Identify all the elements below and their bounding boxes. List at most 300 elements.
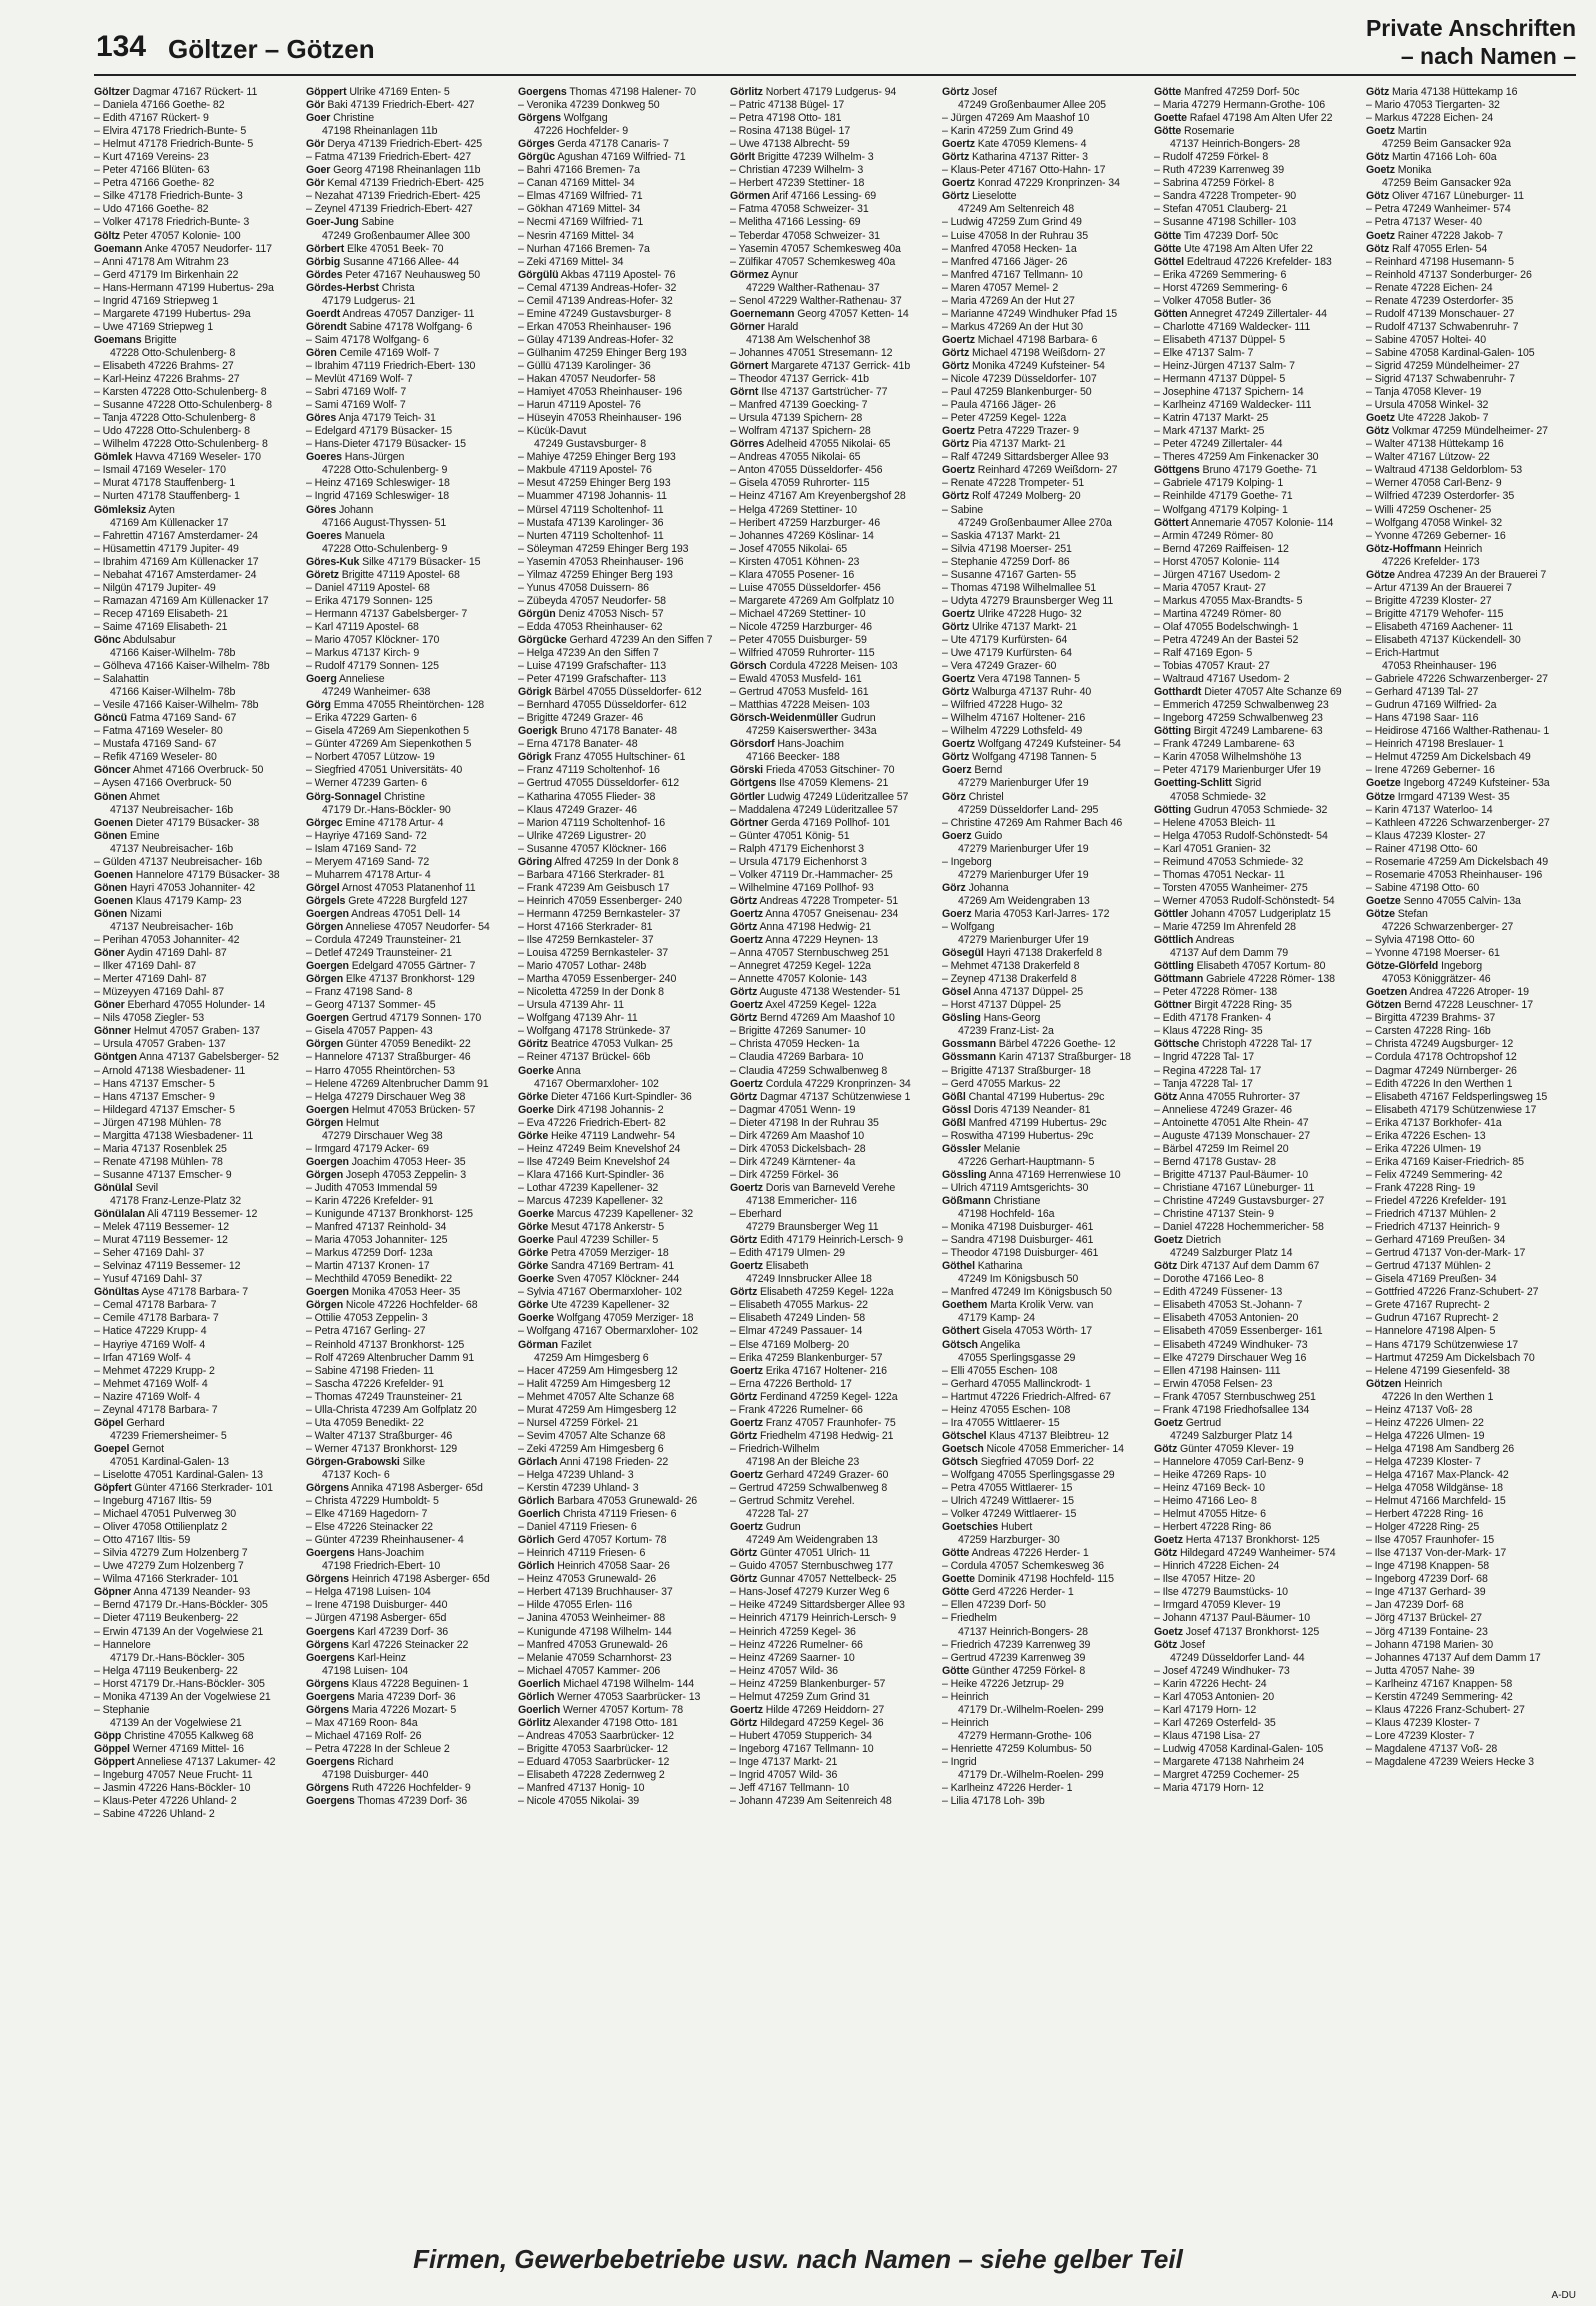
directory-entry xyxy=(942,830,1152,843)
entry-details: – Udo 47228 Otto-Schulenberg- 8 xyxy=(94,425,250,438)
directory-entry xyxy=(1154,464,1364,477)
entry-details: – Arnold 47138 Wiesbadener- 11 xyxy=(94,1064,246,1077)
entry-details: – Murat 47178 Stauffenberg- 1 xyxy=(94,477,236,490)
entry-details: – Karin 47137 Waterloo- 14 xyxy=(1366,803,1493,816)
entry-surname: Göppert xyxy=(94,1756,135,1768)
directory-entry xyxy=(1154,1782,1364,1795)
directory-entry xyxy=(730,1065,940,1078)
entry-surname: Görgens xyxy=(306,1703,349,1716)
directory-entry xyxy=(306,1691,516,1704)
entry-details: – Gerhard 47139 Tal- 27 xyxy=(1366,686,1479,699)
entry-details: – Charlotte 47169 Waldecker- 111 xyxy=(1154,320,1311,333)
directory-entry xyxy=(306,1143,516,1156)
directory-entry xyxy=(730,138,940,151)
directory-entry xyxy=(1154,712,1364,725)
directory-entry xyxy=(1154,1339,1364,1352)
entry-surname: Goertz xyxy=(730,1468,763,1481)
directory-entry xyxy=(306,947,516,960)
directory-entry xyxy=(306,973,516,986)
entry-details: – Markus 47137 Kirch- 9 xyxy=(306,647,420,660)
entry-details: – Susanne 47198 Schiller- 103 xyxy=(1154,216,1296,229)
entry-details: – Klaus 47239 Kloster- 27 xyxy=(1366,829,1486,842)
directory-entry xyxy=(942,725,1152,738)
entry-details: – Mario 47057 Klöckner- 170 xyxy=(306,633,440,646)
directory-entry xyxy=(306,203,516,216)
entry-surname: Göpner xyxy=(94,1586,132,1599)
entry-details: – Heinz 47055 Eschen- 108 xyxy=(942,1403,1071,1416)
entry-details: Wolfgang 47059 Merziger- 18 xyxy=(556,1312,694,1325)
entry-surname: Görgec xyxy=(306,816,343,829)
entry-details: 47249 Großenbaumer Allee 300 xyxy=(322,229,470,242)
entry-details: Anna 47055 Ruhrorter- 37 xyxy=(1179,1090,1301,1103)
directory-entry xyxy=(94,530,304,543)
entry-details: – Helmut 47259 Zum Grind 31 xyxy=(730,1690,870,1703)
directory-entry xyxy=(306,986,516,999)
entry-surname: Göttler xyxy=(1154,907,1189,920)
directory-entry xyxy=(942,751,1152,764)
entry-surname: Görg-Sonnagel xyxy=(306,790,382,803)
directory-entry xyxy=(94,856,304,869)
directory-entry xyxy=(94,1325,304,1338)
directory-entry xyxy=(1366,373,1576,386)
directory-entry xyxy=(518,1339,728,1352)
directory-entry xyxy=(306,804,516,817)
entry-details: Doris 47139 Neander- 81 xyxy=(973,1103,1091,1116)
entry-details: – Helga 47167 Max-Planck- 42 xyxy=(1366,1468,1509,1481)
entry-details: – Merter 47169 Dahl- 87 xyxy=(94,973,207,986)
directory-entry xyxy=(306,125,516,138)
entry-details: – Erika 47259 Blankenburger- 57 xyxy=(730,1351,883,1364)
entry-details: 47137 Auf dem Damm 79 xyxy=(1170,947,1289,960)
directory-entry xyxy=(306,1378,516,1391)
directory-entry xyxy=(518,1143,728,1156)
entry-details: – Ruth 47239 Karrenweg 39 xyxy=(1154,164,1285,177)
entry-details: – Heinz 47137 Voß- 28 xyxy=(1366,1403,1473,1416)
entry-surname: Goergens xyxy=(306,1625,355,1638)
entry-details: 47259 Harzburger- 30 xyxy=(958,1534,1060,1547)
entry-details: – Brigitte 47137 Straßburger- 18 xyxy=(942,1064,1091,1077)
directory-entry xyxy=(1366,321,1576,334)
directory-entry xyxy=(94,282,304,295)
entry-details: – Uwe 47138 Albrecht- 59 xyxy=(730,138,850,151)
entry-details: – Tobias 47057 Kraut- 27 xyxy=(1154,660,1270,673)
entry-details: Gudrun xyxy=(840,712,876,725)
directory-entry xyxy=(306,1325,516,1338)
directory-entry xyxy=(1366,203,1576,216)
entry-details: – Heike 47226 Jetzrup- 29 xyxy=(942,1677,1064,1690)
entry-details: – Brigitte 47269 Sanumer- 10 xyxy=(730,1025,866,1038)
directory-entry xyxy=(94,595,304,608)
entry-details: Senno 47055 Calvin- 13a xyxy=(1403,894,1521,907)
directory-entry xyxy=(730,595,940,608)
directory-entry xyxy=(306,582,516,595)
entry-details: 47249 Großenbaumer Allee 270a xyxy=(958,516,1112,529)
entry-surname: Goette xyxy=(942,1573,975,1586)
entry-details: – Willi 47259 Oschener- 25 xyxy=(1366,503,1492,516)
entry-details: Derya 47139 Friedrich-Ebert- 425 xyxy=(327,138,482,151)
entry-details: Herta 47137 Bronkhorst- 125 xyxy=(1185,1534,1320,1547)
directory-entry xyxy=(1366,230,1576,243)
directory-entry xyxy=(1366,1143,1576,1156)
entry-details: Christiane xyxy=(993,1194,1041,1207)
entry-details: – Renate 47228 Trompeter- 51 xyxy=(942,477,1085,490)
directory-entry xyxy=(942,686,1152,699)
entry-details: – Klaus-Peter 47167 Otto-Hahn- 17 xyxy=(942,164,1106,177)
directory-entry xyxy=(730,908,940,921)
directory-entry xyxy=(942,621,1152,634)
directory-entry xyxy=(730,477,940,490)
entry-details: 47053 Königgrätzer- 46 xyxy=(1382,973,1491,986)
entry-details: – Ramazan 47169 Am Küllenacker 17 xyxy=(94,594,269,607)
entry-surname: Göretz xyxy=(306,568,339,581)
directory-entry xyxy=(1366,360,1576,373)
directory-entry xyxy=(730,1743,940,1756)
entry-details: – Reiner 47137 Brückel- 66b xyxy=(518,1051,651,1064)
entry-details: Hannelore 47179 Büsacker- 38 xyxy=(135,868,280,881)
entry-details: Hilde 47269 Heiddorn- 27 xyxy=(765,1703,885,1716)
directory-entry xyxy=(1154,125,1364,138)
entry-details: – Friedhelm xyxy=(942,1612,997,1625)
directory-entry xyxy=(306,1508,516,1521)
entry-details: – Ingeborg 47239 Dorf- 68 xyxy=(1366,1573,1488,1586)
directory-entry xyxy=(306,373,516,386)
footer-code: A-DU xyxy=(1551,2290,1576,2301)
entry-surname: Goergen xyxy=(306,1012,349,1025)
directory-entry xyxy=(942,960,1152,973)
directory-entry xyxy=(518,490,728,503)
entry-details: – Helga 47239 Uhland- 3 xyxy=(518,1468,634,1481)
entry-details: Franz 47055 Hultschiner- 61 xyxy=(554,751,686,764)
entry-details: – Cemal 47178 Barbara- 7 xyxy=(94,1299,217,1312)
entry-surname: Gördes-Herbst xyxy=(306,281,379,294)
directory-entry xyxy=(942,99,1152,112)
entry-details: – Nurten 47119 Scholtenhof- 11 xyxy=(518,529,664,542)
entry-details: – Ingrid 47057 Wild- 36 xyxy=(730,1769,838,1782)
directory-entry xyxy=(1154,1325,1364,1338)
entry-details: – Zülfikar 47057 Schemkesweg 40a xyxy=(730,255,896,268)
entry-details: – Elmar 47249 Passauer- 14 xyxy=(730,1325,863,1338)
directory-entry xyxy=(942,738,1152,751)
directory-entry xyxy=(518,895,728,908)
directory-entry xyxy=(730,1639,940,1652)
directory-entry xyxy=(94,1612,304,1625)
entry-details: – Peter 47199 Grafschafter- 113 xyxy=(518,673,667,686)
directory-entry xyxy=(306,817,516,830)
directory-entry xyxy=(730,438,940,451)
directory-entry xyxy=(730,203,940,216)
entry-details: Tim 47239 Dorf- 50c xyxy=(1183,229,1279,242)
directory-entry xyxy=(518,1325,728,1338)
directory-entry xyxy=(1154,1078,1364,1091)
directory-entry xyxy=(942,1495,1152,1508)
entry-surname: Goertz xyxy=(730,1077,763,1090)
directory-entry xyxy=(730,1247,940,1260)
entry-details: – Friedrich 47239 Karrenweg 39 xyxy=(942,1638,1091,1651)
entry-details: – Else 47169 Molberg- 20 xyxy=(730,1338,849,1351)
entry-details: – Horst 47166 Sterkrader- 81 xyxy=(518,921,653,933)
directory-entry xyxy=(1366,647,1576,660)
directory-entry xyxy=(94,895,304,908)
entry-details: Michael 47198 Barbara- 6 xyxy=(977,333,1098,346)
directory-entry xyxy=(1366,1743,1576,1756)
entry-details: – Luise 47058 In der Ruhrau 35 xyxy=(942,229,1089,242)
directory-entry xyxy=(94,1012,304,1025)
directory-entry xyxy=(730,1704,940,1717)
directory-entry xyxy=(1366,830,1576,843)
entry-details: – Janina 47053 Weinheimer- 88 xyxy=(518,1612,666,1625)
directory-entry xyxy=(730,1782,940,1795)
entry-surname: Goertz xyxy=(730,1416,763,1429)
entry-details: 47166 Kaiser-Wilhelm- 78b xyxy=(110,686,236,699)
entry-details: – Karl 47179 Horn- 12 xyxy=(1154,1703,1257,1716)
directory-entry xyxy=(1366,712,1576,725)
entry-details: – Petra 47055 Wittlaerer- 15 xyxy=(942,1482,1073,1495)
entry-details: – Johann 47239 Am Seitenreich 48 xyxy=(730,1795,892,1808)
directory-entry xyxy=(306,1078,516,1091)
directory-entry xyxy=(1154,1065,1364,1078)
directory-entry xyxy=(730,1456,940,1469)
entry-details: – Selvinaz 47119 Bessemer- 12 xyxy=(94,1260,241,1273)
directory-entry xyxy=(306,1678,516,1691)
entry-details: – Ilse 47249 Beim Knevelshof 24 xyxy=(518,1155,670,1168)
entry-surname: Goer xyxy=(306,112,331,125)
directory-entry xyxy=(730,177,940,190)
entry-details: – Kathleen 47226 Schwarzenberger- 27 xyxy=(1366,816,1550,829)
entry-details: – Karl 47269 Osterfeld- 35 xyxy=(1154,1716,1276,1729)
entry-surname: Goethem xyxy=(942,1299,988,1312)
directory-entry xyxy=(94,451,304,464)
entry-details: Dirk 47137 Auf dem Damm 67 xyxy=(1179,1260,1320,1273)
directory-entry xyxy=(942,1208,1152,1221)
entry-details: Anja 47179 Teich- 31 xyxy=(338,412,436,425)
directory-entry xyxy=(942,1221,1152,1234)
entry-details: – Marie 47259 Im Ahrenfeld 28 xyxy=(1154,921,1296,933)
directory-entry xyxy=(94,647,304,660)
entry-details: – Eduard 47053 Saarbrücker- 12 xyxy=(518,1756,670,1768)
directory-entry xyxy=(1366,295,1576,308)
directory-entry xyxy=(94,738,304,751)
entry-details: – Gertrud 47259 Schwalbenweg 8 xyxy=(730,1482,888,1495)
entry-details: – Frank 47228 Ring- 19 xyxy=(1366,1181,1476,1194)
entry-details: – Maria 47057 Kraut- 27 xyxy=(1154,581,1266,594)
directory-entry xyxy=(942,1521,1152,1534)
directory-column-5 xyxy=(942,86,1152,2196)
directory-entry xyxy=(942,817,1152,830)
entry-details: – Edda 47053 Rheinhauser- 62 xyxy=(518,620,663,633)
directory-entry xyxy=(942,451,1152,464)
directory-entry xyxy=(730,1599,940,1612)
entry-surname: Göltzer xyxy=(94,86,130,98)
directory-entry xyxy=(1366,1078,1576,1091)
entry-surname: Görlach xyxy=(518,1455,558,1468)
directory-entry xyxy=(942,1195,1152,1208)
entry-surname: Göpp xyxy=(94,1729,122,1742)
entry-details: – Walter 47167 Lützow- 22 xyxy=(1366,451,1490,464)
entry-details: – Sylvia 47167 Obermarxloher- 102 xyxy=(518,1286,682,1299)
directory-entry xyxy=(94,1795,304,1808)
directory-entry xyxy=(306,1626,516,1639)
entry-details: – Gülay 47139 Andreas-Hofer- 32 xyxy=(518,333,674,346)
entry-details: – Elisabeth 47226 Brahms- 27 xyxy=(94,359,234,372)
directory-entry xyxy=(730,1521,940,1534)
directory-entry xyxy=(730,1417,940,1430)
directory-entry xyxy=(306,621,516,634)
directory-entry xyxy=(730,1560,940,1573)
directory-entry xyxy=(942,1234,1152,1247)
directory-entry xyxy=(1366,1260,1576,1273)
directory-entry xyxy=(1154,1012,1364,1025)
directory-entry xyxy=(1154,504,1364,517)
entry-surname: Götte xyxy=(1154,86,1182,98)
directory-entry xyxy=(730,517,940,530)
entry-details: 47249 Innsbrucker Allee 18 xyxy=(746,1273,872,1286)
entry-surname: Goertz xyxy=(942,738,975,751)
directory-entry xyxy=(1154,334,1364,347)
entry-surname: Gören xyxy=(306,346,337,359)
directory-entry xyxy=(942,517,1152,530)
directory-entry xyxy=(306,673,516,686)
directory-entry xyxy=(1366,1691,1576,1704)
entry-surname: Göncü xyxy=(94,712,128,725)
entry-details: Ingeborg 47249 Kufsteiner- 53a xyxy=(1403,777,1550,790)
directory-entry xyxy=(730,699,940,712)
entry-details: – Edith 47226 In den Werthen 1 xyxy=(1366,1077,1513,1090)
entry-details: Volkmar 47259 Mündelheimer- 27 xyxy=(1391,425,1548,438)
directory-entry xyxy=(1366,595,1576,608)
entry-details: Anni 47198 Frieden- 22 xyxy=(559,1455,669,1468)
entry-details: Christa 47119 Friesen- 6 xyxy=(563,1508,677,1521)
entry-details: Johann xyxy=(338,503,374,516)
entry-details: – Ilse 47279 Baumstücks- 10 xyxy=(1154,1586,1288,1599)
directory-entry xyxy=(518,543,728,556)
entry-surname: Görz xyxy=(942,790,966,803)
entry-details: – Sylvia 47198 Otto- 60 xyxy=(1366,934,1475,947)
entry-details: – Petra 47198 Otto- 181 xyxy=(730,112,842,125)
entry-details: – Christine 47269 Am Rahmer Bach 46 xyxy=(942,816,1123,829)
directory-entry xyxy=(1154,360,1364,373)
entry-details: – Karl 47119 Apostel- 68 xyxy=(306,620,419,633)
directory-entry xyxy=(1154,843,1364,856)
entry-surname: Goerke xyxy=(518,1312,554,1325)
directory-entry xyxy=(94,1352,304,1365)
entry-details: – Ismail 47169 Weseler- 170 xyxy=(94,464,226,477)
directory-entry xyxy=(518,1782,728,1795)
entry-details: – Jürgen 47167 Usedom- 2 xyxy=(1154,568,1280,581)
directory-entry xyxy=(1366,1091,1576,1104)
directory-entry xyxy=(306,1769,516,1782)
entry-details: Elisabeth xyxy=(765,1260,809,1273)
entry-surname: Goerz xyxy=(942,907,972,920)
directory-entry xyxy=(306,777,516,790)
directory-entry xyxy=(942,791,1152,804)
directory-entry xyxy=(306,1573,516,1586)
directory-entry xyxy=(1154,1365,1364,1378)
directory-entry xyxy=(1154,203,1364,216)
entry-details: 47166 Kaiser-Wilhelm- 78b xyxy=(110,647,236,660)
entry-surname: Götz xyxy=(1154,1547,1178,1560)
directory-entry xyxy=(942,608,1152,621)
directory-entry xyxy=(1154,973,1364,986)
entry-details: – Renate 47198 Mühlen- 78 xyxy=(94,1155,223,1168)
entry-details: Andreas 47057 Danziger- 11 xyxy=(342,307,475,320)
entry-details: – Inge 47137 Gerhard- 39 xyxy=(1366,1586,1486,1599)
directory-entry xyxy=(306,1612,516,1625)
entry-details: – Friedrich 47137 Mühlen- 2 xyxy=(1366,1208,1496,1221)
entry-details: Gertrud 47179 Sonnen- 170 xyxy=(351,1012,482,1025)
entry-details: – Elisabeth 47249 Windhuker- 73 xyxy=(1154,1338,1308,1351)
directory-entry xyxy=(1154,1404,1364,1417)
directory-entry xyxy=(1154,1730,1364,1743)
entry-details: Johann 47057 Ludgeriplatz 15 xyxy=(1190,907,1331,920)
directory-entry xyxy=(306,425,516,438)
directory-entry xyxy=(306,334,516,347)
directory-entry xyxy=(518,1573,728,1586)
directory-entry xyxy=(730,895,940,908)
directory-entry xyxy=(306,1560,516,1573)
directory-entry xyxy=(1366,1417,1576,1430)
entry-surname: Goergen xyxy=(306,960,349,973)
entry-details: – Hannelore 47137 Straßburger- 46 xyxy=(306,1051,471,1064)
entry-details: – Cordula 47178 Ochtropshof 12 xyxy=(1366,1051,1517,1064)
entry-details: Heinrich xyxy=(1404,1377,1443,1390)
directory-entry xyxy=(1154,490,1364,503)
entry-details: – Birgitta 47239 Brahms- 37 xyxy=(1366,1012,1496,1025)
entry-details: 47179 Kamp- 24 xyxy=(958,1312,1035,1325)
directory-entry xyxy=(1366,190,1576,203)
directory-entry xyxy=(730,151,940,164)
entry-details: – Islam 47169 Sand- 72 xyxy=(306,842,417,855)
entry-details: – Vesile 47166 Kaiser-Wilhelm- 78b xyxy=(94,699,259,712)
entry-details: – Heinz 47169 Schleswiger- 18 xyxy=(306,477,450,490)
entry-surname: Goetz xyxy=(1154,1625,1183,1638)
entry-details: 47249 Gustavsburger- 8 xyxy=(534,438,647,451)
entry-details: – Heinrich 47059 Essenberger- 240 xyxy=(518,894,682,907)
entry-details: Deniz 47053 Nisch- 57 xyxy=(558,607,664,620)
directory-entry xyxy=(94,1482,304,1495)
entry-details: – Jörg 47137 Brückel- 27 xyxy=(1366,1612,1482,1625)
entry-details: Grete 47228 Burgfeld 127 xyxy=(348,894,468,907)
directory-entry xyxy=(94,1025,304,1038)
directory-entry xyxy=(518,1482,728,1495)
directory-entry xyxy=(94,1365,304,1378)
entry-details: Rafael 47198 Am Alten Ufer 22 xyxy=(1189,112,1333,125)
directory-entry xyxy=(306,1299,516,1312)
directory-entry xyxy=(518,1586,728,1599)
entry-details: 47166 Beecker- 188 xyxy=(746,751,840,764)
directory-entry xyxy=(306,1352,516,1365)
directory-entry xyxy=(1366,269,1576,282)
entry-details: – Karlheinz 47226 Herder- 1 xyxy=(942,1782,1073,1795)
entry-details: – Gerd 47179 Im Birkenhain 22 xyxy=(94,268,239,281)
entry-details: Alfred 47259 In der Donk 8 xyxy=(554,855,679,868)
directory-entry xyxy=(306,1586,516,1599)
directory-entry xyxy=(730,1286,940,1299)
entry-details: Hans-Joachim xyxy=(357,1547,425,1560)
entry-surname: Göring xyxy=(518,855,553,868)
directory-entry xyxy=(306,490,516,503)
directory-entry xyxy=(1154,921,1364,934)
entry-surname: Göthert xyxy=(942,1325,980,1338)
directory-entry xyxy=(306,464,516,477)
directory-entry xyxy=(730,1469,940,1482)
directory-entry xyxy=(94,1599,304,1612)
entry-surname: Göttsche xyxy=(1154,1038,1200,1051)
entry-details: – Veronika 47239 Donkweg 50 xyxy=(518,99,660,112)
entry-details: – Hans 47137 Emscher- 9 xyxy=(94,1090,215,1103)
entry-details: Maria 47239 Dorf- 36 xyxy=(357,1690,456,1703)
entry-details: – Elke 47137 Salm- 7 xyxy=(1154,346,1254,359)
entry-surname: Göres xyxy=(306,412,337,425)
